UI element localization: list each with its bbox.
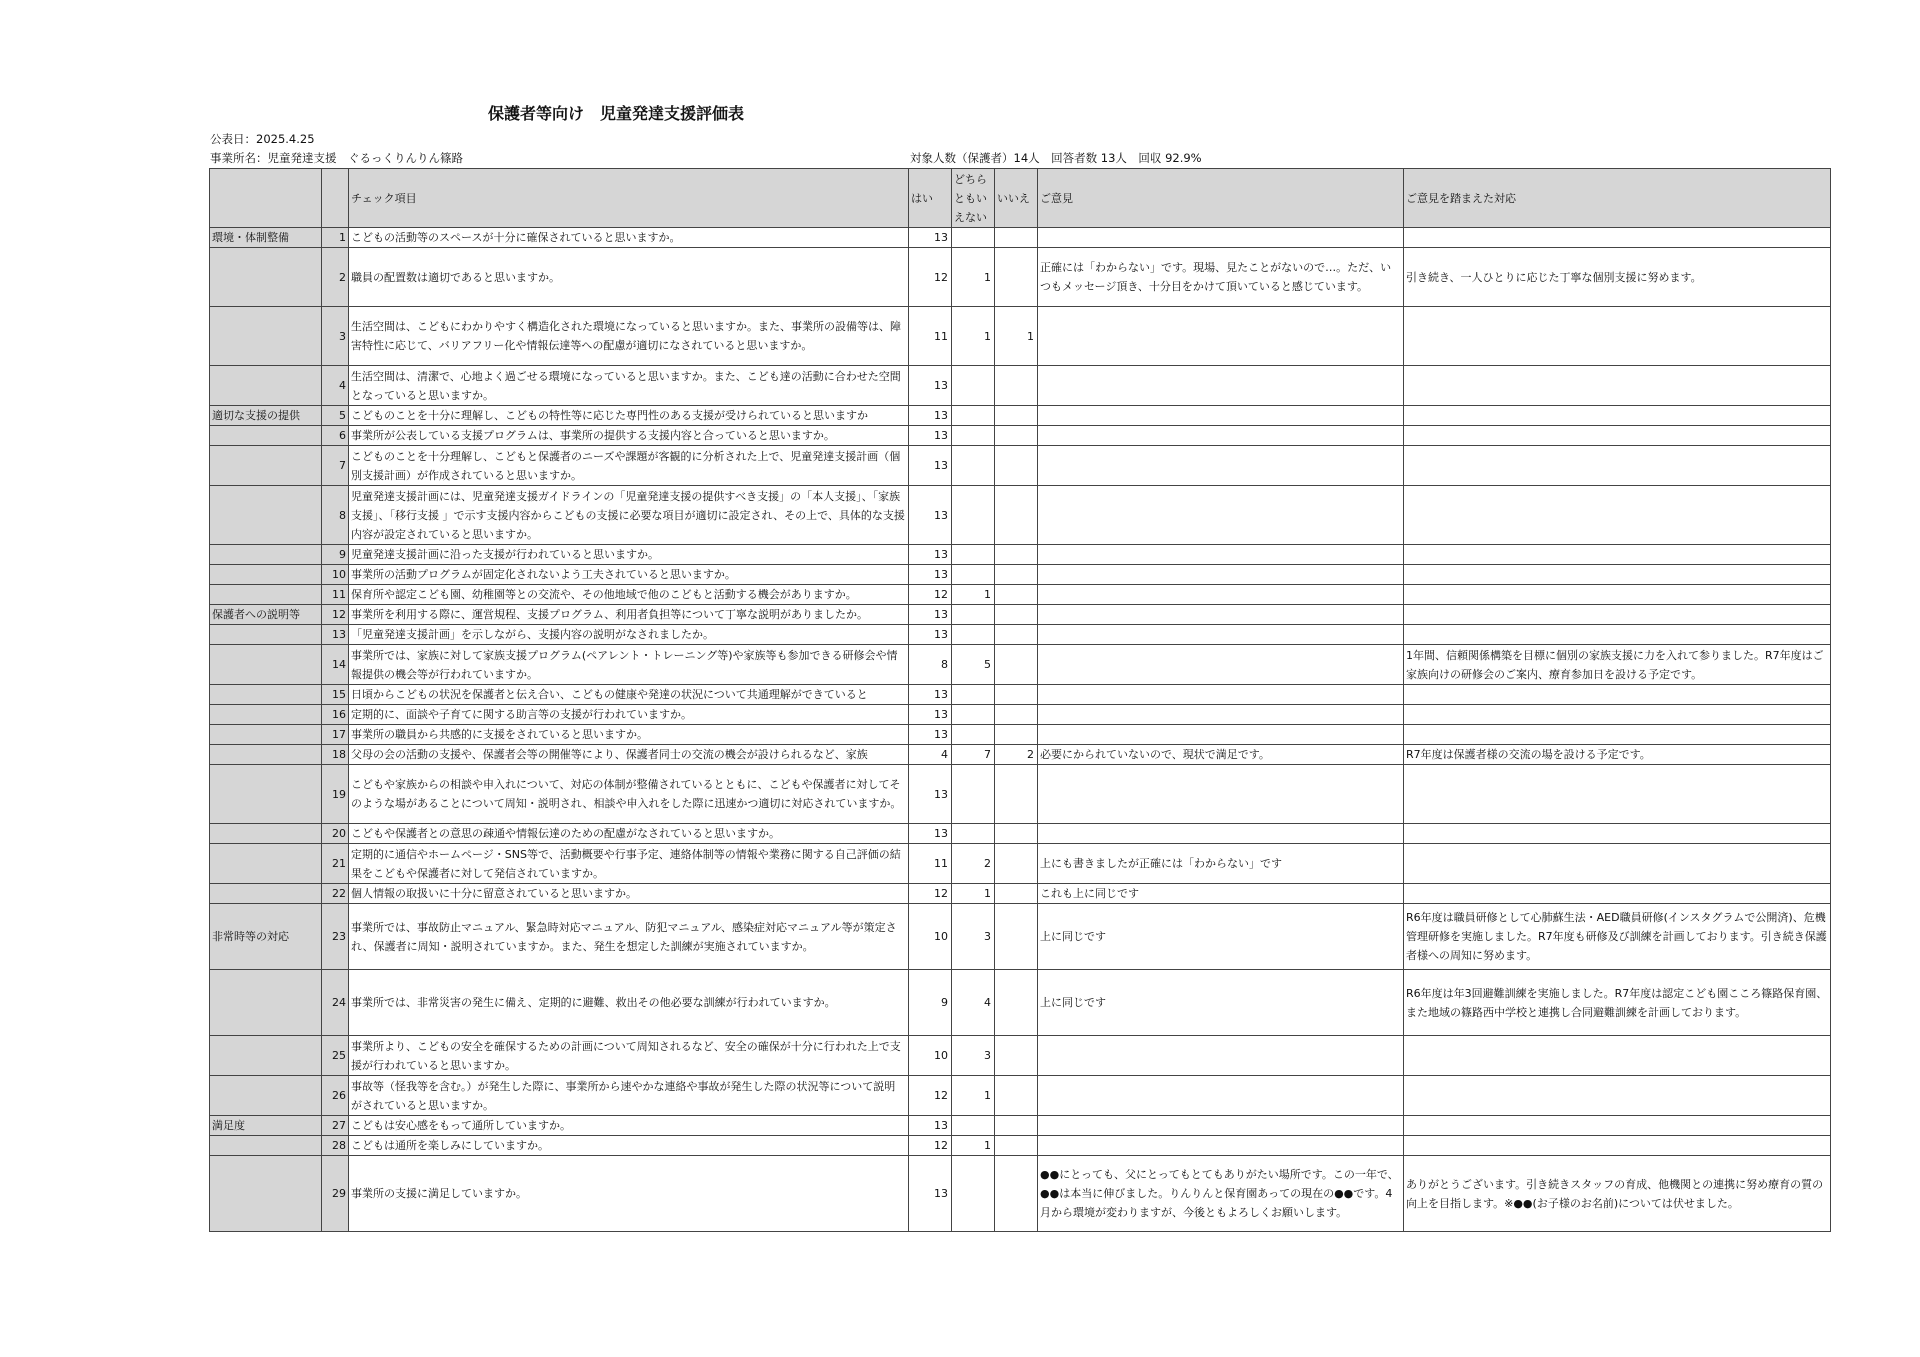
check-item-text: 生活空間は、清潔で、心地よく過ごせる環境になっていると思いますか。また、こども達の活動に合わせた空間となっていると思いますか。 xyxy=(349,366,909,406)
opinion-text xyxy=(1038,765,1404,824)
check-item-text: 事故等（怪我等を含む。）が発生した際に、事業所から速やかな連絡や事故が発生した際の状況等について説明がされていると思いますか。 xyxy=(349,1076,909,1116)
category-cell xyxy=(210,366,322,406)
check-item-text: こどもの活動等のスペースが十分に確保されていると思いますか。 xyxy=(349,228,909,248)
item-number: 4 xyxy=(322,366,349,406)
item-number: 21 xyxy=(322,844,349,884)
check-item-text: 事業所が公表している支援プログラムは、事業所の提供する支援内容と合っていると思いますか。 xyxy=(349,426,909,446)
no-count xyxy=(995,1116,1038,1136)
item-number: 26 xyxy=(322,1076,349,1116)
evaluation-table xyxy=(209,168,1831,1232)
item-number: 13 xyxy=(322,625,349,645)
item-number: 2 xyxy=(322,248,349,307)
no-count xyxy=(995,705,1038,725)
yes-count: 13 xyxy=(909,765,952,824)
opinion-text xyxy=(1038,565,1404,585)
category-cell xyxy=(210,765,322,824)
yes-count: 12 xyxy=(909,1076,952,1116)
yes-count: 10 xyxy=(909,904,952,970)
neither-count: 7 xyxy=(952,745,995,765)
response-text: R7年度は保護者様の交流の場を設ける予定です。 xyxy=(1404,745,1831,765)
item-number: 23 xyxy=(322,904,349,970)
table-row xyxy=(210,585,1831,605)
category-cell xyxy=(210,685,322,705)
item-number: 9 xyxy=(322,545,349,565)
check-item-text: 事業所では、家族に対して家族支援プログラム(ペアレント・トレーニング等)や家族等も参加できる研修会や情報提供の機会等が行われていますか。 xyxy=(349,645,909,685)
opinion-text xyxy=(1038,1036,1404,1076)
check-item-text: こどもや保護者との意思の疎通や情報伝達のための配慮がなされていると思いますか。 xyxy=(349,824,909,844)
table-row xyxy=(210,1076,1831,1116)
response-text xyxy=(1404,844,1831,884)
no-count xyxy=(995,725,1038,745)
opinion-text: 上にも書きましたが正確には「わからない」です xyxy=(1038,844,1404,884)
neither-count xyxy=(952,705,995,725)
item-number: 15 xyxy=(322,685,349,705)
yes-count: 13 xyxy=(909,625,952,645)
table-row xyxy=(210,307,1831,366)
category-cell xyxy=(210,585,322,605)
category-cell xyxy=(210,970,322,1036)
category-cell xyxy=(210,486,322,545)
no-count xyxy=(995,1036,1038,1076)
response-text: 引き続き、一人ひとりに応じた丁寧な個別支援に努めます。 xyxy=(1404,248,1831,307)
category-cell: 非常時等の対応 xyxy=(210,904,322,970)
yes-count: 13 xyxy=(909,725,952,745)
category-cell xyxy=(210,248,322,307)
opinion-text xyxy=(1038,307,1404,366)
neither-count xyxy=(952,725,995,745)
opinion-text xyxy=(1038,426,1404,446)
no-count xyxy=(995,248,1038,307)
neither-count: 1 xyxy=(952,307,995,366)
check-item-text: 日頃からこどもの状況を保護者と伝え合い、こどもの健康や発達の状況について共通理解ができていると xyxy=(349,685,909,705)
neither-count xyxy=(952,625,995,645)
table-row xyxy=(210,765,1831,824)
header-category xyxy=(210,169,322,228)
header-no: いいえ xyxy=(995,169,1038,228)
neither-count xyxy=(952,765,995,824)
table-row xyxy=(210,725,1831,745)
opinion-text xyxy=(1038,605,1404,625)
category-cell xyxy=(210,1156,322,1232)
response-text xyxy=(1404,545,1831,565)
table-row xyxy=(210,565,1831,585)
check-item-text: 事業所では、事故防止マニュアル、緊急時対応マニュアル、防犯マニュアル、感染症対応マニュアル等が策定され、保護者に周知・説明されていますか。また、発生を想定した訓練が実施されていますか。 xyxy=(349,904,909,970)
check-item-text: 父母の会の活動の支援や、保護者会等の開催等により、保護者同士の交流の機会が設けられるなど、家族 xyxy=(349,745,909,765)
office-name: 事業所名：児童発達支援 ぐるっくりんりん篠路 xyxy=(210,151,463,165)
check-item-text: 定期的に通信やホームページ・SNS等で、活動概要や行事予定、連絡体制等の情報や業務に関する自己評価の結果をこどもや保護者に対して発信されていますか。 xyxy=(349,844,909,884)
no-count: 1 xyxy=(995,307,1038,366)
response-stats: 対象人数（保護者）14人 回答者数 13人 回収 92.9% xyxy=(910,151,1202,165)
no-count xyxy=(995,565,1038,585)
no-count xyxy=(995,904,1038,970)
item-number: 10 xyxy=(322,565,349,585)
table-row xyxy=(210,446,1831,486)
check-item-text: 事業所より、こどもの安全を確保するための計画について周知されるなど、安全の確保が十分に行われた上で支援が行われていると思いますか。 xyxy=(349,1036,909,1076)
yes-count: 13 xyxy=(909,1156,952,1232)
item-number: 17 xyxy=(322,725,349,745)
response-text xyxy=(1404,446,1831,486)
opinion-text xyxy=(1038,446,1404,486)
category-cell xyxy=(210,565,322,585)
check-item-text: こどものことを十分に理解し、こどもの特性等に応じた専門性のある支援が受けられていると思いますか xyxy=(349,406,909,426)
check-item-text: 「児童発達支援計画」を示しながら、支援内容の説明がなされましたか。 xyxy=(349,625,909,645)
table-row xyxy=(210,1036,1831,1076)
neither-count xyxy=(952,406,995,426)
table-row xyxy=(210,248,1831,307)
no-count: 2 xyxy=(995,745,1038,765)
table-row xyxy=(210,366,1831,406)
response-text xyxy=(1404,765,1831,824)
item-number: 11 xyxy=(322,585,349,605)
response-text: R6年度は職員研修として心肺蘇生法・AED職員研修(インスタグラムで公開済)、危機管理研修を実施しました。R7年度も研修及び訓練を計画しております。引き続き保護者様への周知に努めます。 xyxy=(1404,904,1831,970)
check-item-text: 保育所や認定こども園、幼稚園等との交流や、その他地域で他のこどもと活動する機会がありますか。 xyxy=(349,585,909,605)
table-header-row xyxy=(210,169,1831,228)
check-item-text: こどもや家族からの相談や申入れについて、対応の体制が整備されているとともに、こどもや保護者に対してそのような場があることについて周知・説明され、相談や申入れをした際に迅速かつ適切に対応されていますか。 xyxy=(349,765,909,824)
item-number: 16 xyxy=(322,705,349,725)
category-cell xyxy=(210,705,322,725)
neither-count: 3 xyxy=(952,904,995,970)
response-text xyxy=(1404,228,1831,248)
neither-count xyxy=(952,1116,995,1136)
table-row xyxy=(210,970,1831,1036)
table-row xyxy=(210,228,1831,248)
item-number: 28 xyxy=(322,1136,349,1156)
table-row xyxy=(210,844,1831,884)
yes-count: 13 xyxy=(909,685,952,705)
response-text: 1年間、信頼関係構築を目標に個別の家族支援に力を入れて参りました。R7年度はご家族向けの研修会のご案内、療育参加日を設ける予定です。 xyxy=(1404,645,1831,685)
opinion-text: 必要にかられていないので、現状で満足です。 xyxy=(1038,745,1404,765)
table-row xyxy=(210,705,1831,725)
no-count xyxy=(995,824,1038,844)
table-row xyxy=(210,685,1831,705)
header-neither: どちらともいえない xyxy=(952,169,995,228)
item-number: 8 xyxy=(322,486,349,545)
check-item-text: 事業所では、非常災害の発生に備え、定期的に避難、救出その他必要な訓練が行われていますか。 xyxy=(349,970,909,1036)
neither-count xyxy=(952,824,995,844)
item-number: 6 xyxy=(322,426,349,446)
response-text xyxy=(1404,824,1831,844)
opinion-text xyxy=(1038,685,1404,705)
opinion-text: 上に同じです xyxy=(1038,970,1404,1036)
neither-count: 2 xyxy=(952,844,995,884)
category-cell xyxy=(210,625,322,645)
opinion-text xyxy=(1038,585,1404,605)
opinion-text xyxy=(1038,545,1404,565)
response-text xyxy=(1404,307,1831,366)
yes-count: 13 xyxy=(909,446,952,486)
table-row xyxy=(210,645,1831,685)
check-item-text: 生活空間は、こどもにわかりやすく構造化された環境になっていると思いますか。また、事業所の設備等は、障害特性に応じて、バリアフリー化や情報伝達等への配慮が適切になされていると思いますか。 xyxy=(349,307,909,366)
neither-count: 1 xyxy=(952,248,995,307)
category-cell xyxy=(210,884,322,904)
category-cell xyxy=(210,725,322,745)
yes-count: 10 xyxy=(909,1036,952,1076)
category-cell xyxy=(210,545,322,565)
response-text xyxy=(1404,884,1831,904)
response-text xyxy=(1404,585,1831,605)
no-count xyxy=(995,446,1038,486)
response-text xyxy=(1404,1116,1831,1136)
response-text: R6年度は年3回避難訓練を実施しました。R7年度は認定こども園こころ篠路保育園、また地域の篠路西中学校と連携し合同避難訓練を計画しております。 xyxy=(1404,970,1831,1036)
table-row xyxy=(210,486,1831,545)
no-count xyxy=(995,1136,1038,1156)
table-row xyxy=(210,426,1831,446)
no-count xyxy=(995,765,1038,824)
category-cell xyxy=(210,1076,322,1116)
yes-count: 13 xyxy=(909,426,952,446)
opinion-text: 上に同じです xyxy=(1038,904,1404,970)
check-item-text: こどもは安心感をもって通所していますか。 xyxy=(349,1116,909,1136)
check-item-text: 定期的に、面談や子育てに関する助言等の支援が行われていますか。 xyxy=(349,705,909,725)
table-row xyxy=(210,1136,1831,1156)
yes-count: 13 xyxy=(909,705,952,725)
yes-count: 11 xyxy=(909,844,952,884)
yes-count: 11 xyxy=(909,307,952,366)
yes-count: 13 xyxy=(909,545,952,565)
neither-count xyxy=(952,1156,995,1232)
neither-count xyxy=(952,426,995,446)
item-number: 22 xyxy=(322,884,349,904)
check-item-text: 事業所を利用する際に、運営規程、支援プログラム、利用者負担等について丁寧な説明がありましたか。 xyxy=(349,605,909,625)
check-item-text: 児童発達支援計画に沿った支援が行われていると思いますか。 xyxy=(349,545,909,565)
header-number xyxy=(322,169,349,228)
category-cell xyxy=(210,745,322,765)
opinion-text: これも上に同じです xyxy=(1038,884,1404,904)
no-count xyxy=(995,228,1038,248)
response-text xyxy=(1404,406,1831,426)
category-cell xyxy=(210,307,322,366)
item-number: 12 xyxy=(322,605,349,625)
category-cell xyxy=(210,446,322,486)
check-item-text: こどもは通所を楽しみにしていますか。 xyxy=(349,1136,909,1156)
document-title: 保護者等向け 児童発達支援評価表 xyxy=(488,104,745,123)
neither-count: 1 xyxy=(952,1076,995,1116)
item-number: 25 xyxy=(322,1036,349,1076)
opinion-text xyxy=(1038,1136,1404,1156)
neither-count xyxy=(952,446,995,486)
no-count xyxy=(995,605,1038,625)
response-text xyxy=(1404,426,1831,446)
check-item-text: 個人情報の取扱いに十分に留意されていると思いますか。 xyxy=(349,884,909,904)
response-text xyxy=(1404,705,1831,725)
no-count xyxy=(995,585,1038,605)
table-body xyxy=(210,228,1831,1232)
no-count xyxy=(995,685,1038,705)
category-cell xyxy=(210,426,322,446)
no-count xyxy=(995,970,1038,1036)
opinion-text xyxy=(1038,406,1404,426)
table-row xyxy=(210,545,1831,565)
yes-count: 13 xyxy=(909,228,952,248)
opinion-text xyxy=(1038,725,1404,745)
opinion-text xyxy=(1038,228,1404,248)
no-count xyxy=(995,426,1038,446)
check-item-text: 事業所の活動プログラムが固定化されないよう工夫されていると思いますか。 xyxy=(349,565,909,585)
neither-count: 3 xyxy=(952,1036,995,1076)
response-text xyxy=(1404,685,1831,705)
category-cell: 満足度 xyxy=(210,1116,322,1136)
category-cell: 保護者への説明等 xyxy=(210,605,322,625)
table-row xyxy=(210,745,1831,765)
opinion-text: ●●にとっても、父にとってもとてもありがたい場所です。この一年で、●●は本当に伸びました。りんりんと保育園あっての現在の●●です。4月から環境が変わりますが、今後ともよろしくお願いします。 xyxy=(1038,1156,1404,1232)
yes-count: 12 xyxy=(909,585,952,605)
neither-count xyxy=(952,366,995,406)
item-number: 27 xyxy=(322,1116,349,1136)
neither-count: 5 xyxy=(952,645,995,685)
yes-count: 13 xyxy=(909,565,952,585)
table-row xyxy=(210,406,1831,426)
neither-count xyxy=(952,486,995,545)
header-check-item: チェック項目 xyxy=(349,169,909,228)
item-number: 24 xyxy=(322,970,349,1036)
yes-count: 13 xyxy=(909,1116,952,1136)
opinion-text xyxy=(1038,705,1404,725)
neither-count: 4 xyxy=(952,970,995,1036)
item-number: 14 xyxy=(322,645,349,685)
yes-count: 9 xyxy=(909,970,952,1036)
neither-count: 1 xyxy=(952,1136,995,1156)
no-count xyxy=(995,844,1038,884)
opinion-text xyxy=(1038,366,1404,406)
no-count xyxy=(995,406,1038,426)
no-count xyxy=(995,486,1038,545)
header-yes: はい xyxy=(909,169,952,228)
item-number: 18 xyxy=(322,745,349,765)
opinion-text: 正確には「わからない」です。現場、見たことがないので…。ただ、いつもメッセージ頂き、十分目をかけて頂いていると感じています。 xyxy=(1038,248,1404,307)
opinion-text xyxy=(1038,486,1404,545)
item-number: 5 xyxy=(322,406,349,426)
response-text xyxy=(1404,565,1831,585)
yes-count: 12 xyxy=(909,1136,952,1156)
table-row xyxy=(210,625,1831,645)
category-cell xyxy=(210,844,322,884)
neither-count xyxy=(952,565,995,585)
opinion-text xyxy=(1038,1076,1404,1116)
neither-count xyxy=(952,545,995,565)
item-number: 7 xyxy=(322,446,349,486)
yes-count: 13 xyxy=(909,824,952,844)
response-text xyxy=(1404,486,1831,545)
table-row xyxy=(210,904,1831,970)
no-count xyxy=(995,645,1038,685)
response-text xyxy=(1404,625,1831,645)
response-text xyxy=(1404,1136,1831,1156)
no-count xyxy=(995,1076,1038,1116)
response-text xyxy=(1404,1076,1831,1116)
category-cell: 環境・体制整備 xyxy=(210,228,322,248)
no-count xyxy=(995,1156,1038,1232)
header-response: ご意見を踏まえた対応 xyxy=(1404,169,1831,228)
opinion-text xyxy=(1038,625,1404,645)
item-number: 1 xyxy=(322,228,349,248)
item-number: 19 xyxy=(322,765,349,824)
check-item-text: 児童発達支援計画には、児童発達支援ガイドラインの「児童発達支援の提供すべき支援」の「本人支援」、「家族支援」、「移行支援 」で示す支援内容からこどもの支援に必要な項目が適切に設定され、その上で、具体的な支援内容が設定されていると思いますか。 xyxy=(349,486,909,545)
neither-count: 1 xyxy=(952,585,995,605)
neither-count xyxy=(952,605,995,625)
yes-count: 12 xyxy=(909,248,952,307)
yes-count: 13 xyxy=(909,366,952,406)
check-item-text: 職員の配置数は適切であると思いますか。 xyxy=(349,248,909,307)
no-count xyxy=(995,545,1038,565)
yes-count: 13 xyxy=(909,406,952,426)
opinion-text xyxy=(1038,1116,1404,1136)
table-row xyxy=(210,605,1831,625)
response-text: ありがとうございます。引き続きスタッフの育成、他機関との連携に努め療育の質の向上を目指します。※●●(お子様のお名前)については伏せました。 xyxy=(1404,1156,1831,1232)
neither-count: 1 xyxy=(952,884,995,904)
yes-count: 12 xyxy=(909,884,952,904)
no-count xyxy=(995,884,1038,904)
publication-date: 公表日：2025.4.25 xyxy=(210,132,315,146)
table-row xyxy=(210,884,1831,904)
check-item-text: 事業所の職員から共感的に支援をされていると思いますか。 xyxy=(349,725,909,745)
item-number: 29 xyxy=(322,1156,349,1232)
category-cell xyxy=(210,645,322,685)
check-item-text: 事業所の支援に満足していますか。 xyxy=(349,1156,909,1232)
no-count xyxy=(995,625,1038,645)
check-item-text: こどものことを十分理解し、こどもと保護者のニーズや課題が客観的に分析された上で、児童発達支援計画（個別支援計画）が作成されていると思いますか。 xyxy=(349,446,909,486)
yes-count: 8 xyxy=(909,645,952,685)
opinion-text xyxy=(1038,824,1404,844)
category-cell xyxy=(210,1036,322,1076)
no-count xyxy=(995,366,1038,406)
category-cell: 適切な支援の提供 xyxy=(210,406,322,426)
yes-count: 13 xyxy=(909,486,952,545)
response-text xyxy=(1404,605,1831,625)
header-opinion: ご意見 xyxy=(1038,169,1404,228)
item-number: 3 xyxy=(322,307,349,366)
response-text xyxy=(1404,725,1831,745)
neither-count xyxy=(952,685,995,705)
table-row xyxy=(210,1116,1831,1136)
opinion-text xyxy=(1038,645,1404,685)
neither-count xyxy=(952,228,995,248)
category-cell xyxy=(210,824,322,844)
table-row xyxy=(210,824,1831,844)
yes-count: 13 xyxy=(909,605,952,625)
category-cell xyxy=(210,1136,322,1156)
yes-count: 4 xyxy=(909,745,952,765)
response-text xyxy=(1404,1036,1831,1076)
table-row xyxy=(210,1156,1831,1232)
item-number: 20 xyxy=(322,824,349,844)
response-text xyxy=(1404,366,1831,406)
